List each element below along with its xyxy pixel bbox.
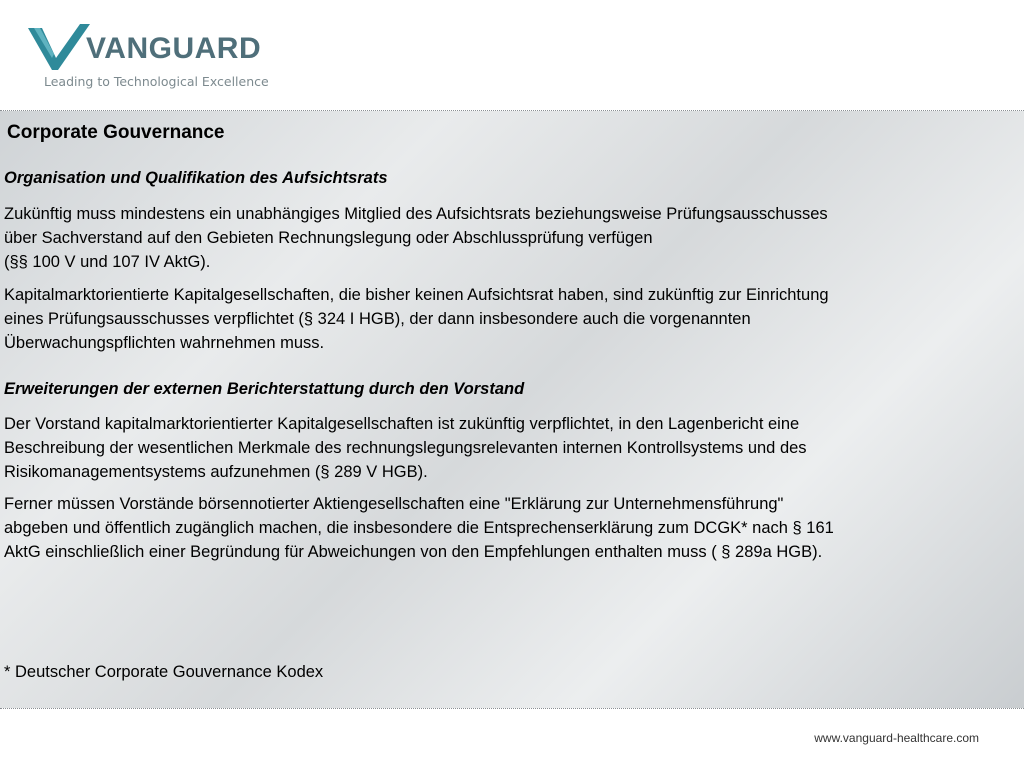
paragraph-line: abgeben und öffentlich zugänglich machen, die insbesondere die Entsprechenserklärung zum DCGK* nach § 161	[4, 519, 834, 537]
header	[0, 0, 1024, 110]
footer-url[interactable]: www.vanguard-healthcare.com	[814, 731, 979, 745]
logo-tagline: Leading to Technological Excellence	[44, 74, 269, 89]
footnote: * Deutscher Corporate Gouvernance Kodex	[4, 663, 324, 681]
paragraph	[4, 412, 1016, 484]
paragraph-line: Kapitalmarktorientierte Kapitalgesellschaften, die bisher keinen Aufsichtsrat haben, sind zukünftig zur Einrichtung	[4, 286, 829, 304]
paragraph-line: Risikomanagementsystems aufzunehmen (§ 289 V HGB).	[4, 463, 428, 481]
bottom-divider	[0, 708, 1024, 709]
section-heading: Erweiterungen der externen Berichterstattung durch den Vorstand	[4, 380, 525, 398]
slide-title: Corporate Gouvernance	[7, 122, 225, 143]
paragraph-line: Zukünftig muss mindestens ein unabhängiges Mitglied des Aufsichtsrats beziehungsweise Prüfungsausschusses	[4, 205, 828, 223]
paragraph	[4, 202, 1016, 274]
logo-wordmark: VANGUARD	[86, 32, 262, 65]
content-panel	[0, 111, 1024, 708]
checkmark-logo-icon	[28, 24, 92, 70]
paragraph-line: über Sachverstand auf den Gebieten Rechnungslegung oder Abschlussprüfung verfügen	[4, 229, 653, 247]
paragraph-line: Überwachungspflichten wahrnehmen muss.	[4, 334, 325, 352]
paragraph	[4, 283, 1016, 355]
paragraph-line: Ferner müssen Vorstände börsennotierter Aktiengesellschaften eine "Erklärung zur Unternehmensführung"	[4, 495, 784, 513]
paragraph	[4, 492, 1016, 564]
paragraph-line: eines Prüfungsausschusses verpflichtet (§ 324 I HGB), der dann insbesondere auch die vorgenannten	[4, 310, 751, 328]
section-heading: Organisation und Qualifikation des Aufsichtsrats	[4, 169, 388, 187]
vanguard-logo	[28, 24, 288, 94]
paragraph-line: (§§ 100 V und 107 IV AktG).	[4, 253, 211, 271]
paragraph-line: Beschreibung der wesentlichen Merkmale des rechnungslegungsrelevanten internen Kontrollsystems und des	[4, 439, 807, 457]
paragraph-line: AktG einschließlich einer Begründung für Abweichungen von den Empfehlungen enthalten muss ( § 289a HGB).	[4, 543, 823, 561]
paragraph-line: Der Vorstand kapitalmarktorientierter Kapitalgesellschaften ist zukünftig verpflichtet, in den Lagenbericht eine	[4, 415, 800, 433]
